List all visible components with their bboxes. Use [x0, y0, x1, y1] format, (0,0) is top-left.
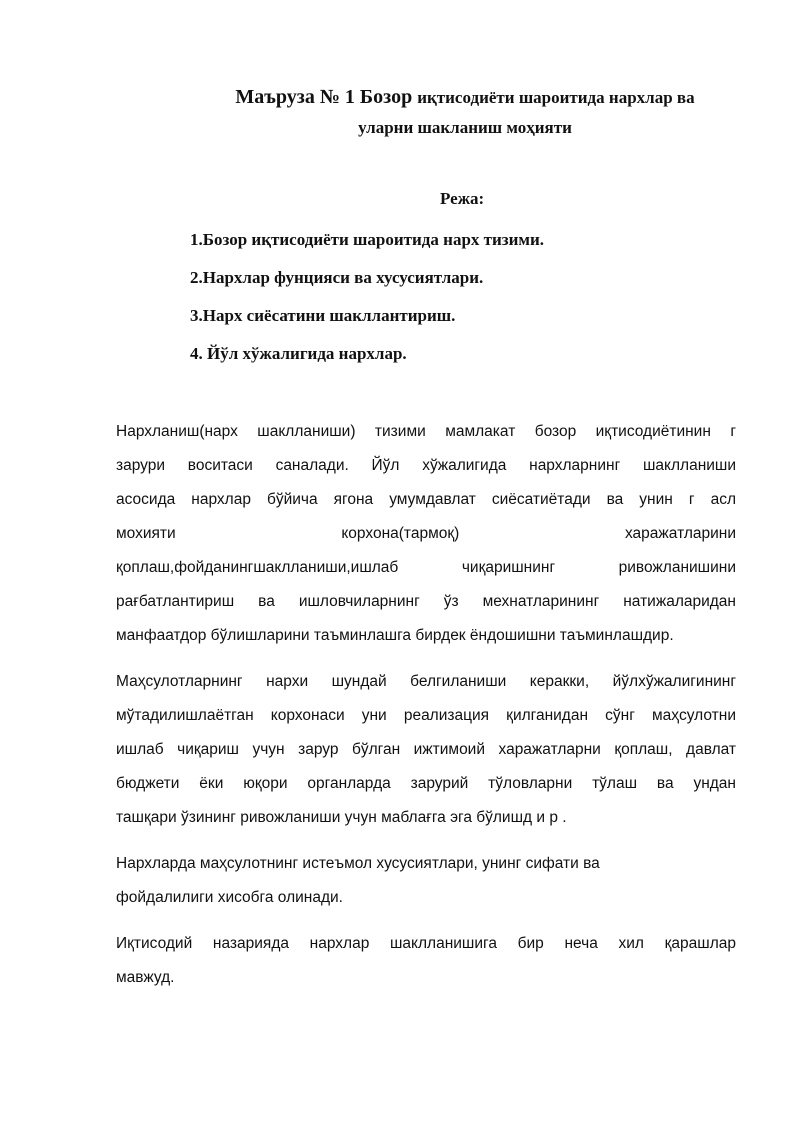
text-line: манфаатдор бўлишларини таъминлашга бирдек ёндошишни таъминлашдир. [116, 627, 674, 644]
text-line: Нархларда маҳсулотнинг истеъмол хусусиятлари, унинг сифати ва [116, 855, 600, 872]
title-part-1: Маъруза № 1 Бозор [235, 86, 418, 108]
text-line: Нархланиш(нарх шаклланиши) тизими мамлакат бозор иқтисодиётинин г [116, 423, 736, 440]
text-line: Иқтисодий назарияда нархлар шаклланишига бир неча хил қарашлар [116, 935, 736, 952]
title-line-2: уларни шакланиш моҳияти [358, 118, 572, 137]
text-line: мохияти корхона(тармоқ) харажатларини [116, 525, 736, 542]
plan-heading: Режа: [440, 189, 485, 208]
text-line: мўтадилишлаётган корхонаси уни реализация қилганидан сўнг маҳсулотни [116, 707, 736, 724]
plan-list [190, 225, 544, 377]
title-part-2: иқтисодиёти шароитида нархлар ва [417, 88, 695, 107]
text-line: ташқари ўзининг ривожланиши учун маблағга эга бўлишд и р . [116, 809, 567, 826]
text-line: фойдалилиги хисобга олинади. [116, 889, 343, 906]
paragraph-1 [116, 415, 736, 653]
text-line: мавжуд. [116, 969, 175, 986]
text-line: асосида нархлар бўйича ягона умумдавлат сиёсатиётади ва унин г асл [116, 491, 736, 508]
text-line: ишлаб чиқариш учун зарур бўлган ижтимоий харажатларни қоплаш, давлат [116, 741, 736, 758]
paragraph-2 [116, 665, 736, 835]
title-line-1 [140, 82, 790, 113]
plan-item: 3.Нарх сиёсатини шакллантириш. [190, 306, 456, 325]
paragraph-3 [116, 847, 736, 915]
plan-item: 1.Бозор иқтисодиёти шароитида нарх тизими. [190, 230, 545, 249]
text-line: бюджети ёки юқори органларда зарурий тўловларни тўлаш ва ундан [116, 775, 736, 792]
lecture-title [140, 82, 790, 143]
text-line: зарури воситаси саналади. Йўл хўжалигида нархларнинг шаклланиши [116, 457, 736, 474]
paragraph-4 [116, 927, 736, 995]
plan-item: 4. Йўл хўжалигида нархлар. [190, 344, 407, 363]
text-line: қоплаш,фойданингшаклланиши,ишлаб чиқаришнинг ривожланишини [116, 559, 736, 576]
body-text [116, 415, 736, 1007]
plan-item: 2.Нархлар фунцияси ва хусусиятлари. [190, 268, 484, 287]
text-line: Маҳсулотларнинг нархи шундай белгиланиши керакки, йўлхўжалигининг [116, 673, 736, 690]
text-line: рағбатлантириш ва ишловчиларнинг ўз мехнатларининг натижаларидан [116, 593, 736, 610]
